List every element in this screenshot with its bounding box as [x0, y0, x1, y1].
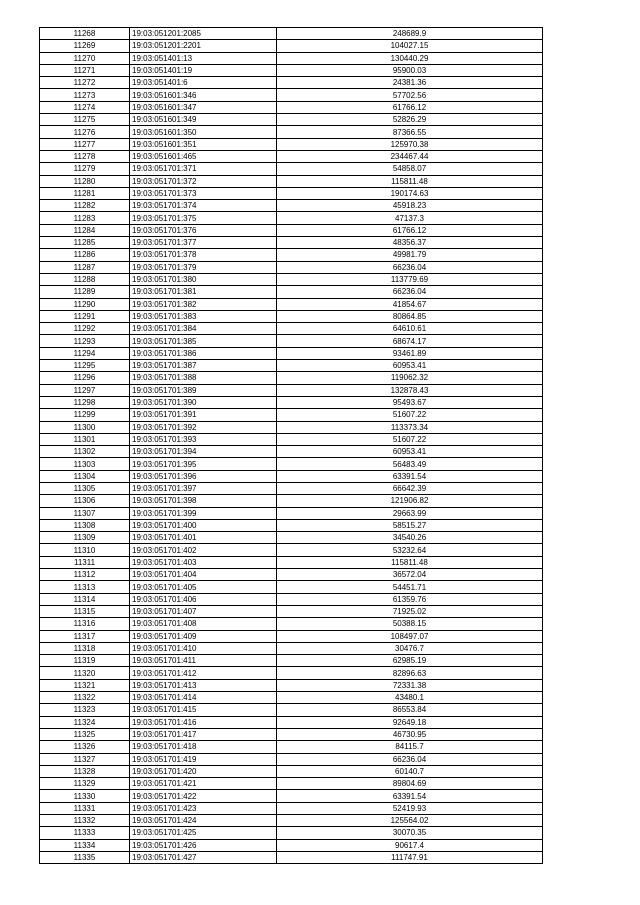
row-number-cell: 11287	[40, 261, 130, 273]
row-number-cell: 11269	[40, 40, 130, 52]
row-number-cell: 11272	[40, 77, 130, 89]
cadastral-number-cell: 19:03:051701:404	[130, 569, 277, 581]
value-cell: 108497.07	[277, 630, 543, 642]
cadastral-number-cell: 19:03:051701:378	[130, 249, 277, 261]
table-row	[40, 77, 543, 89]
data-table	[39, 27, 543, 864]
cadastral-number-cell: 19:03:051601:349	[130, 114, 277, 126]
row-number-cell: 11291	[40, 310, 130, 322]
cadastral-number-cell: 19:03:051701:403	[130, 556, 277, 568]
value-cell: 86553.84	[277, 704, 543, 716]
row-number-cell: 11301	[40, 433, 130, 445]
value-cell: 29663.99	[277, 507, 543, 519]
table-row	[40, 347, 543, 359]
value-cell: 45918.23	[277, 200, 543, 212]
row-number-cell: 11289	[40, 286, 130, 298]
table-row	[40, 470, 543, 482]
cadastral-number-cell: 19:03:051701:395	[130, 458, 277, 470]
cadastral-number-cell: 19:03:051701:385	[130, 335, 277, 347]
cadastral-number-cell: 19:03:051701:417	[130, 728, 277, 740]
cadastral-number-cell: 19:03:051701:405	[130, 581, 277, 593]
row-number-cell: 11268	[40, 28, 130, 40]
table-row	[40, 52, 543, 64]
cadastral-number-cell: 19:03:051701:418	[130, 741, 277, 753]
row-number-cell: 11285	[40, 237, 130, 249]
row-number-cell: 11306	[40, 495, 130, 507]
row-number-cell: 11270	[40, 52, 130, 64]
table-row	[40, 618, 543, 630]
cadastral-number-cell: 19:03:051701:399	[130, 507, 277, 519]
value-cell: 48356.37	[277, 237, 543, 249]
table-row	[40, 28, 543, 40]
value-cell: 61766.12	[277, 224, 543, 236]
cadastral-number-cell: 19:03:051701:374	[130, 200, 277, 212]
value-cell: 60953.41	[277, 360, 543, 372]
row-number-cell: 11296	[40, 372, 130, 384]
table-row	[40, 150, 543, 162]
row-number-cell: 11332	[40, 815, 130, 827]
cadastral-number-cell: 19:03:051701:384	[130, 323, 277, 335]
cadastral-number-cell: 19:03:051701:416	[130, 716, 277, 728]
cadastral-number-cell: 19:03:051201:2085	[130, 28, 277, 40]
cadastral-number-cell: 19:03:051701:426	[130, 839, 277, 851]
cadastral-number-cell: 19:03:051701:408	[130, 618, 277, 630]
value-cell: 63391.54	[277, 790, 543, 802]
row-number-cell: 11316	[40, 618, 130, 630]
table-row	[40, 507, 543, 519]
table-row	[40, 827, 543, 839]
table-row	[40, 335, 543, 347]
cadastral-number-cell: 19:03:051701:406	[130, 593, 277, 605]
table-row	[40, 298, 543, 310]
cadastral-number-cell: 19:03:051701:377	[130, 237, 277, 249]
table-row	[40, 593, 543, 605]
row-number-cell: 11321	[40, 679, 130, 691]
row-number-cell: 11308	[40, 519, 130, 531]
cadastral-number-cell: 19:03:051701:409	[130, 630, 277, 642]
cadastral-number-cell: 19:03:051701:389	[130, 384, 277, 396]
row-number-cell: 11309	[40, 532, 130, 544]
value-cell: 61766.12	[277, 101, 543, 113]
document-page	[39, 27, 543, 864]
row-number-cell: 11281	[40, 187, 130, 199]
row-number-cell: 11273	[40, 89, 130, 101]
cadastral-number-cell: 19:03:051701:396	[130, 470, 277, 482]
row-number-cell: 11334	[40, 839, 130, 851]
value-cell: 66642.39	[277, 482, 543, 494]
table-row	[40, 815, 543, 827]
value-cell: 190174.63	[277, 187, 543, 199]
table-row	[40, 655, 543, 667]
table-row	[40, 790, 543, 802]
cadastral-number-cell: 19:03:051701:412	[130, 667, 277, 679]
value-cell: 64610.61	[277, 323, 543, 335]
table-row	[40, 360, 543, 372]
table-row	[40, 64, 543, 76]
cadastral-number-cell: 19:03:051401:6	[130, 77, 277, 89]
cadastral-number-cell: 19:03:051701:419	[130, 753, 277, 765]
table-row	[40, 728, 543, 740]
value-cell: 115811.48	[277, 175, 543, 187]
value-cell: 68674.17	[277, 335, 543, 347]
cadastral-number-cell: 19:03:051701:424	[130, 815, 277, 827]
row-number-cell: 11303	[40, 458, 130, 470]
table-row	[40, 851, 543, 863]
value-cell: 121906.82	[277, 495, 543, 507]
table-row	[40, 802, 543, 814]
table-row	[40, 544, 543, 556]
row-number-cell: 11292	[40, 323, 130, 335]
cadastral-number-cell: 19:03:051701:397	[130, 482, 277, 494]
value-cell: 80864.85	[277, 310, 543, 322]
value-cell: 54858.07	[277, 163, 543, 175]
table-row	[40, 458, 543, 470]
table-row	[40, 310, 543, 322]
cadastral-number-cell: 19:03:051701:398	[130, 495, 277, 507]
value-cell: 58515.27	[277, 519, 543, 531]
cadastral-number-cell: 19:03:051701:376	[130, 224, 277, 236]
cadastral-number-cell: 19:03:051701:401	[130, 532, 277, 544]
cadastral-number-cell: 19:03:051701:381	[130, 286, 277, 298]
value-cell: 72331.38	[277, 679, 543, 691]
table-row	[40, 224, 543, 236]
row-number-cell: 11302	[40, 446, 130, 458]
cadastral-number-cell: 19:03:051701:386	[130, 347, 277, 359]
value-cell: 54451.71	[277, 581, 543, 593]
row-number-cell: 11284	[40, 224, 130, 236]
cadastral-number-cell: 19:03:051701:392	[130, 421, 277, 433]
value-cell: 49981.79	[277, 249, 543, 261]
table-row	[40, 138, 543, 150]
table-body	[40, 28, 543, 864]
table-row	[40, 200, 543, 212]
row-number-cell: 11324	[40, 716, 130, 728]
cadastral-number-cell: 19:03:051701:379	[130, 261, 277, 273]
row-number-cell: 11311	[40, 556, 130, 568]
table-row	[40, 249, 543, 261]
value-cell: 93461.89	[277, 347, 543, 359]
row-number-cell: 11307	[40, 507, 130, 519]
table-row	[40, 716, 543, 728]
row-number-cell: 11271	[40, 64, 130, 76]
table-row	[40, 679, 543, 691]
row-number-cell: 11293	[40, 335, 130, 347]
value-cell: 111747.91	[277, 851, 543, 863]
value-cell: 53232.64	[277, 544, 543, 556]
row-number-cell: 11331	[40, 802, 130, 814]
row-number-cell: 11280	[40, 175, 130, 187]
value-cell: 95493.67	[277, 396, 543, 408]
table-row	[40, 114, 543, 126]
cadastral-number-cell: 19:03:051701:422	[130, 790, 277, 802]
value-cell: 92649.18	[277, 716, 543, 728]
table-row	[40, 765, 543, 777]
value-cell: 52826.29	[277, 114, 543, 126]
table-row	[40, 569, 543, 581]
table-row	[40, 482, 543, 494]
value-cell: 234467.44	[277, 150, 543, 162]
value-cell: 89804.69	[277, 778, 543, 790]
value-cell: 41854.67	[277, 298, 543, 310]
row-number-cell: 11276	[40, 126, 130, 138]
cadastral-number-cell: 19:03:051701:393	[130, 433, 277, 445]
value-cell: 115811.48	[277, 556, 543, 568]
value-cell: 113373.34	[277, 421, 543, 433]
cadastral-number-cell: 19:03:051701:375	[130, 212, 277, 224]
row-number-cell: 11325	[40, 728, 130, 740]
row-number-cell: 11277	[40, 138, 130, 150]
table-row	[40, 446, 543, 458]
row-number-cell: 11295	[40, 360, 130, 372]
table-row	[40, 495, 543, 507]
row-number-cell: 11299	[40, 409, 130, 421]
cadastral-number-cell: 19:03:051701:391	[130, 409, 277, 421]
value-cell: 46730.95	[277, 728, 543, 740]
row-number-cell: 11320	[40, 667, 130, 679]
table-row	[40, 667, 543, 679]
row-number-cell: 11279	[40, 163, 130, 175]
cadastral-number-cell: 19:03:051701:410	[130, 642, 277, 654]
table-row	[40, 642, 543, 654]
value-cell: 66236.04	[277, 753, 543, 765]
value-cell: 82896.63	[277, 667, 543, 679]
table-row	[40, 372, 543, 384]
table-row	[40, 581, 543, 593]
value-cell: 63391.54	[277, 470, 543, 482]
row-number-cell: 11328	[40, 765, 130, 777]
value-cell: 95900.03	[277, 64, 543, 76]
row-number-cell: 11275	[40, 114, 130, 126]
cadastral-number-cell: 19:03:051701:387	[130, 360, 277, 372]
table-row	[40, 163, 543, 175]
value-cell: 34540.26	[277, 532, 543, 544]
cadastral-number-cell: 19:03:051701:420	[130, 765, 277, 777]
cadastral-number-cell: 19:03:051601:346	[130, 89, 277, 101]
table-row	[40, 605, 543, 617]
value-cell: 51607.22	[277, 433, 543, 445]
cadastral-number-cell: 19:03:051601:351	[130, 138, 277, 150]
row-number-cell: 11305	[40, 482, 130, 494]
cadastral-number-cell: 19:03:051701:411	[130, 655, 277, 667]
value-cell: 84115.7	[277, 741, 543, 753]
cadastral-number-cell: 19:03:051601:350	[130, 126, 277, 138]
value-cell: 56483.49	[277, 458, 543, 470]
table-row	[40, 101, 543, 113]
row-number-cell: 11313	[40, 581, 130, 593]
row-number-cell: 11323	[40, 704, 130, 716]
row-number-cell: 11314	[40, 593, 130, 605]
value-cell: 119062.32	[277, 372, 543, 384]
value-cell: 50388.15	[277, 618, 543, 630]
cadastral-number-cell: 19:03:051701:414	[130, 692, 277, 704]
row-number-cell: 11282	[40, 200, 130, 212]
row-number-cell: 11310	[40, 544, 130, 556]
value-cell: 24381.36	[277, 77, 543, 89]
table-row	[40, 212, 543, 224]
cadastral-number-cell: 19:03:051701:390	[130, 396, 277, 408]
cadastral-number-cell: 19:03:051701:400	[130, 519, 277, 531]
row-number-cell: 11294	[40, 347, 130, 359]
value-cell: 66236.04	[277, 286, 543, 298]
cadastral-number-cell: 19:03:051701:402	[130, 544, 277, 556]
table-row	[40, 261, 543, 273]
row-number-cell: 11319	[40, 655, 130, 667]
value-cell: 66236.04	[277, 261, 543, 273]
table-row	[40, 40, 543, 52]
cadastral-number-cell: 19:03:051701:413	[130, 679, 277, 691]
table-row	[40, 89, 543, 101]
value-cell: 113779.69	[277, 273, 543, 285]
table-row	[40, 692, 543, 704]
row-number-cell: 11329	[40, 778, 130, 790]
cadastral-number-cell: 19:03:051701:373	[130, 187, 277, 199]
table-row	[40, 778, 543, 790]
value-cell: 30070.35	[277, 827, 543, 839]
row-number-cell: 11322	[40, 692, 130, 704]
row-number-cell: 11326	[40, 741, 130, 753]
value-cell: 71925.02	[277, 605, 543, 617]
row-number-cell: 11312	[40, 569, 130, 581]
table-row	[40, 286, 543, 298]
value-cell: 104027.15	[277, 40, 543, 52]
row-number-cell: 11317	[40, 630, 130, 642]
cadastral-number-cell: 19:03:051701:371	[130, 163, 277, 175]
cadastral-number-cell: 19:03:051701:415	[130, 704, 277, 716]
table-row	[40, 753, 543, 765]
table-row	[40, 433, 543, 445]
table-row	[40, 384, 543, 396]
cadastral-number-cell: 19:03:051701:383	[130, 310, 277, 322]
value-cell: 30476.7	[277, 642, 543, 654]
table-row	[40, 556, 543, 568]
row-number-cell: 11315	[40, 605, 130, 617]
row-number-cell: 11298	[40, 396, 130, 408]
row-number-cell: 11335	[40, 851, 130, 863]
table-row	[40, 126, 543, 138]
cadastral-number-cell: 19:03:051701:423	[130, 802, 277, 814]
row-number-cell: 11330	[40, 790, 130, 802]
table-row	[40, 741, 543, 753]
value-cell: 130440.29	[277, 52, 543, 64]
value-cell: 60953.41	[277, 446, 543, 458]
cadastral-number-cell: 19:03:051401:19	[130, 64, 277, 76]
table-row	[40, 175, 543, 187]
table-row	[40, 532, 543, 544]
cadastral-number-cell: 19:03:051701:382	[130, 298, 277, 310]
row-number-cell: 11274	[40, 101, 130, 113]
table-row	[40, 273, 543, 285]
cadastral-number-cell: 19:03:051701:380	[130, 273, 277, 285]
cadastral-number-cell: 19:03:051701:388	[130, 372, 277, 384]
value-cell: 51607.22	[277, 409, 543, 421]
cadastral-number-cell: 19:03:051401:13	[130, 52, 277, 64]
table-row	[40, 839, 543, 851]
value-cell: 62985.19	[277, 655, 543, 667]
value-cell: 52419.93	[277, 802, 543, 814]
cadastral-number-cell: 19:03:051701:421	[130, 778, 277, 790]
value-cell: 60140.7	[277, 765, 543, 777]
row-number-cell: 11278	[40, 150, 130, 162]
cadastral-number-cell: 19:03:051701:425	[130, 827, 277, 839]
value-cell: 90617.4	[277, 839, 543, 851]
row-number-cell: 11327	[40, 753, 130, 765]
table-row	[40, 237, 543, 249]
row-number-cell: 11283	[40, 212, 130, 224]
value-cell: 43480.1	[277, 692, 543, 704]
row-number-cell: 11297	[40, 384, 130, 396]
table-row	[40, 187, 543, 199]
table-row	[40, 421, 543, 433]
value-cell: 36572.04	[277, 569, 543, 581]
cadastral-number-cell: 19:03:051701:372	[130, 175, 277, 187]
cadastral-number-cell: 19:03:051701:394	[130, 446, 277, 458]
row-number-cell: 11300	[40, 421, 130, 433]
row-number-cell: 11290	[40, 298, 130, 310]
value-cell: 248689.9	[277, 28, 543, 40]
value-cell: 57702.56	[277, 89, 543, 101]
cadastral-number-cell: 19:03:051701:407	[130, 605, 277, 617]
value-cell: 125564.02	[277, 815, 543, 827]
table-row	[40, 409, 543, 421]
cadastral-number-cell: 19:03:051601:465	[130, 150, 277, 162]
cadastral-number-cell: 19:03:051201:2201	[130, 40, 277, 52]
table-row	[40, 396, 543, 408]
value-cell: 125970.38	[277, 138, 543, 150]
cadastral-number-cell: 19:03:051701:427	[130, 851, 277, 863]
row-number-cell: 11286	[40, 249, 130, 261]
table-row	[40, 323, 543, 335]
value-cell: 61359.76	[277, 593, 543, 605]
row-number-cell: 11288	[40, 273, 130, 285]
row-number-cell: 11304	[40, 470, 130, 482]
table-row	[40, 630, 543, 642]
value-cell: 132878.43	[277, 384, 543, 396]
table-row	[40, 704, 543, 716]
row-number-cell: 11333	[40, 827, 130, 839]
value-cell: 87366.55	[277, 126, 543, 138]
row-number-cell: 11318	[40, 642, 130, 654]
value-cell: 47137.3	[277, 212, 543, 224]
table-row	[40, 519, 543, 531]
cadastral-number-cell: 19:03:051601:347	[130, 101, 277, 113]
